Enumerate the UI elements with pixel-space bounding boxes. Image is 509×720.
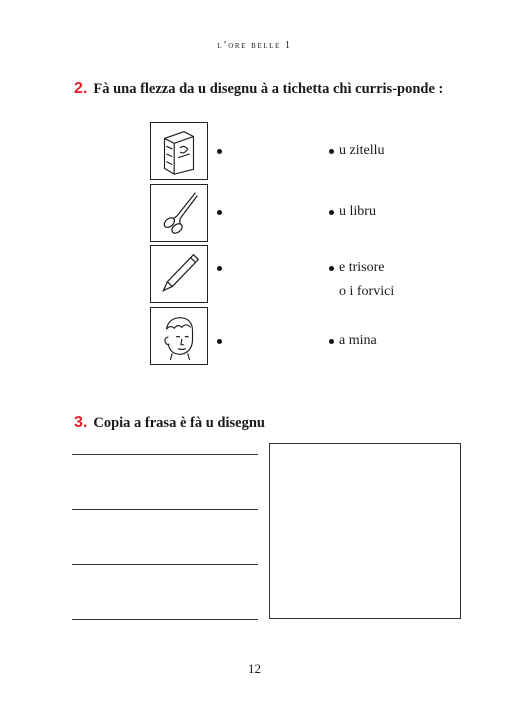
match-dot-left[interactable]: [217, 339, 222, 344]
book-picture: [150, 122, 208, 180]
label-text: u libru: [339, 204, 376, 219]
exercise-3-instruction: Copia a frasa è fà u disegnu: [93, 415, 265, 431]
scissors-picture: [150, 184, 208, 242]
drawing-box[interactable]: [269, 443, 461, 619]
exercise-3-title: [74, 412, 466, 434]
exercise-2-title: [74, 78, 466, 100]
pencil-icon: [151, 246, 207, 302]
running-header: l’ore belle 1: [217, 40, 292, 51]
writing-line[interactable]: [72, 619, 258, 620]
match-dot-right[interactable]: [329, 149, 334, 154]
match-dot-left[interactable]: [217, 210, 222, 215]
match-dot-right[interactable]: [329, 266, 334, 271]
label-item: [339, 329, 377, 353]
label-text-line2: o i forvici: [339, 284, 395, 299]
label-item: [339, 139, 385, 163]
writing-line[interactable]: [72, 564, 258, 565]
match-dot-left[interactable]: [217, 266, 222, 271]
match-dot-left[interactable]: [217, 149, 222, 154]
pencil-picture: [150, 245, 208, 303]
exercise-2-number: 2.: [74, 80, 88, 97]
boy-picture: [150, 307, 208, 365]
scissors-icon: [151, 185, 207, 241]
label-text: a mina: [339, 333, 377, 348]
boy-face-icon: [151, 308, 207, 364]
page-number: 12: [248, 661, 261, 676]
match-dot-right[interactable]: [329, 339, 334, 344]
label-item: [339, 256, 394, 304]
label-text: u zitellu: [339, 143, 385, 158]
exercise-2-instruction: Fà una flezza da u disegnu à a tichetta chì curris-ponde :: [93, 81, 444, 97]
label-text: e trisore: [339, 260, 385, 275]
writing-line[interactable]: [72, 509, 258, 510]
exercise-3-number: 3.: [74, 414, 88, 431]
match-dot-right[interactable]: [329, 210, 334, 215]
writing-line[interactable]: [72, 454, 258, 455]
book-icon: [151, 123, 207, 179]
label-item: [339, 200, 376, 224]
